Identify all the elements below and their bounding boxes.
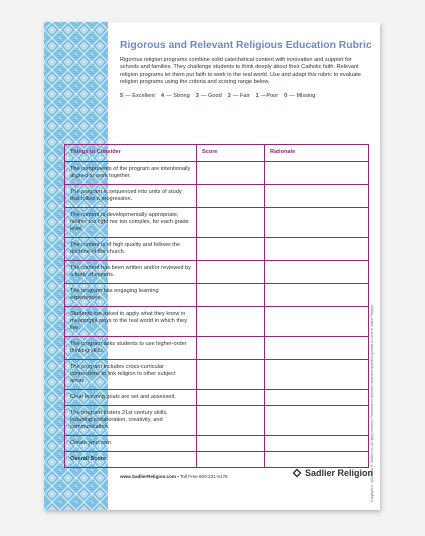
- criterion-cell: The program asks students to use higher-order thinking skills.: [65, 337, 197, 360]
- rationale-cell[interactable]: [265, 261, 369, 284]
- document-page: [44, 22, 380, 510]
- footer-contact: [120, 474, 228, 479]
- score-cell[interactable]: [197, 436, 265, 452]
- legend-label: — Good: [200, 92, 222, 99]
- table-row: [65, 436, 369, 452]
- table-row: [65, 307, 369, 337]
- score-cell[interactable]: [197, 284, 265, 307]
- rationale-cell[interactable]: [265, 208, 369, 238]
- table-row: [65, 162, 369, 185]
- rationale-cell[interactable]: [265, 238, 369, 261]
- rationale-cell[interactable]: [265, 436, 369, 452]
- sadlier-logo-icon: [292, 468, 302, 478]
- scoring-legend: [120, 93, 372, 99]
- copyright-notice: Copyright © by William H. Sadlier, Inc. All rights reserved. Permission to duplicate classroom quantities granted to users of Sadlier Religion.: [370, 304, 374, 502]
- criterion-cell: The program includes cross-curricular connections to link religion to other subject areas.: [65, 360, 197, 390]
- legend-label: — Strong: [166, 92, 190, 99]
- legend-item: [196, 93, 222, 99]
- criterion-cell: The program is sequenced into units of study that follow a progression.: [65, 185, 197, 208]
- score-cell[interactable]: [197, 208, 265, 238]
- legend-item: [256, 93, 279, 99]
- header-things-to-consider: Things to Consider: [65, 145, 197, 162]
- legend-item: [120, 93, 155, 99]
- legend-label: —Poor: [260, 92, 279, 99]
- legend-number: 3: [195, 92, 199, 99]
- table-row: [65, 390, 369, 406]
- rationale-cell[interactable]: [265, 162, 369, 185]
- legend-label: — Fair: [232, 92, 250, 99]
- legend-number: 1: [255, 92, 259, 99]
- intro-paragraph: Rigorous religion programs combine solid catechetical content with innovation and support for schools and families. They challenge students to think deeply about their Catholic faith. Relevant religion programs let them put faith to work in the real world. Use and adapt this rubric to evaluate religion programs using the criteria and scoring range below.: [120, 57, 361, 86]
- footer-website: www.SadlierReligion.com: [120, 474, 176, 479]
- table-header-row: [65, 145, 369, 162]
- header-block: [120, 40, 372, 99]
- rationale-cell[interactable]: [265, 185, 369, 208]
- header-rationale: Rationale: [265, 145, 369, 162]
- score-cell[interactable]: [197, 238, 265, 261]
- footer-separator: •: [177, 474, 179, 479]
- score-cell[interactable]: [197, 406, 265, 436]
- score-cell[interactable]: [197, 337, 265, 360]
- legend-number: 0: [284, 92, 288, 99]
- criterion-cell: Clear learning goals are set and assessed.: [65, 390, 197, 406]
- score-cell[interactable]: [197, 162, 265, 185]
- score-cell[interactable]: [197, 185, 265, 208]
- criterion-cell: The program fosters 21st century skills, including collaboration, creativity, and communication.: [65, 406, 197, 436]
- score-cell[interactable]: [197, 360, 265, 390]
- criterion-cell: The components of the program are intentionally aligned to work together.: [65, 162, 197, 185]
- table-row: [65, 452, 369, 468]
- rationale-cell[interactable]: [265, 337, 369, 360]
- table-row: [65, 406, 369, 436]
- header-score: Score: [197, 145, 265, 162]
- criterion-cell: Students are asked to apply what they know in meaningful ways to the real world in which they live.: [65, 307, 197, 337]
- legend-number: 4: [160, 92, 165, 99]
- criterion-cell: Create your own: [65, 436, 197, 452]
- table-row: [65, 208, 369, 238]
- rationale-cell[interactable]: [265, 284, 369, 307]
- legend-item: [284, 93, 315, 99]
- criterion-cell: The content is of high quality and follows the doctrine of the church.: [65, 238, 197, 261]
- table-row: [65, 261, 369, 284]
- legend-item: [161, 93, 190, 99]
- score-cell[interactable]: [197, 390, 265, 406]
- table-row: [65, 360, 369, 390]
- legend-label: — Excellent: [125, 92, 155, 99]
- criterion-cell: Overall Score: [65, 452, 197, 468]
- score-cell[interactable]: [197, 452, 265, 468]
- table-row: [65, 337, 369, 360]
- table-row: [65, 284, 369, 307]
- rationale-cell[interactable]: [265, 452, 369, 468]
- legend-number: 5: [120, 92, 124, 99]
- brand-name: Sadlier Religion: [305, 468, 374, 478]
- rationale-cell[interactable]: [265, 307, 369, 337]
- criterion-cell: The content has been written and/or reviewed by a body of experts.: [65, 261, 197, 284]
- legend-label: — Missing: [289, 92, 316, 99]
- document-title: Rigorous and Relevant Religious Education Rubric: [120, 40, 372, 51]
- score-cell[interactable]: [197, 307, 265, 337]
- criterion-cell: The content is developmentally appropriate, neither too light nor too complex, for each grade level.: [65, 208, 197, 238]
- rationale-cell[interactable]: [265, 406, 369, 436]
- brand-logo: [292, 468, 373, 478]
- table-row: [65, 238, 369, 261]
- rationale-cell[interactable]: [265, 390, 369, 406]
- criterion-cell: The program has engaging learning experiences.: [65, 284, 197, 307]
- footer-phone: Toll Free 800-221-5175: [180, 474, 228, 479]
- rationale-cell[interactable]: [265, 360, 369, 390]
- legend-item: [228, 93, 250, 99]
- table-row: [65, 185, 369, 208]
- rubric-table: [64, 144, 369, 468]
- legend-number: 2: [227, 92, 231, 99]
- score-cell[interactable]: [197, 261, 265, 284]
